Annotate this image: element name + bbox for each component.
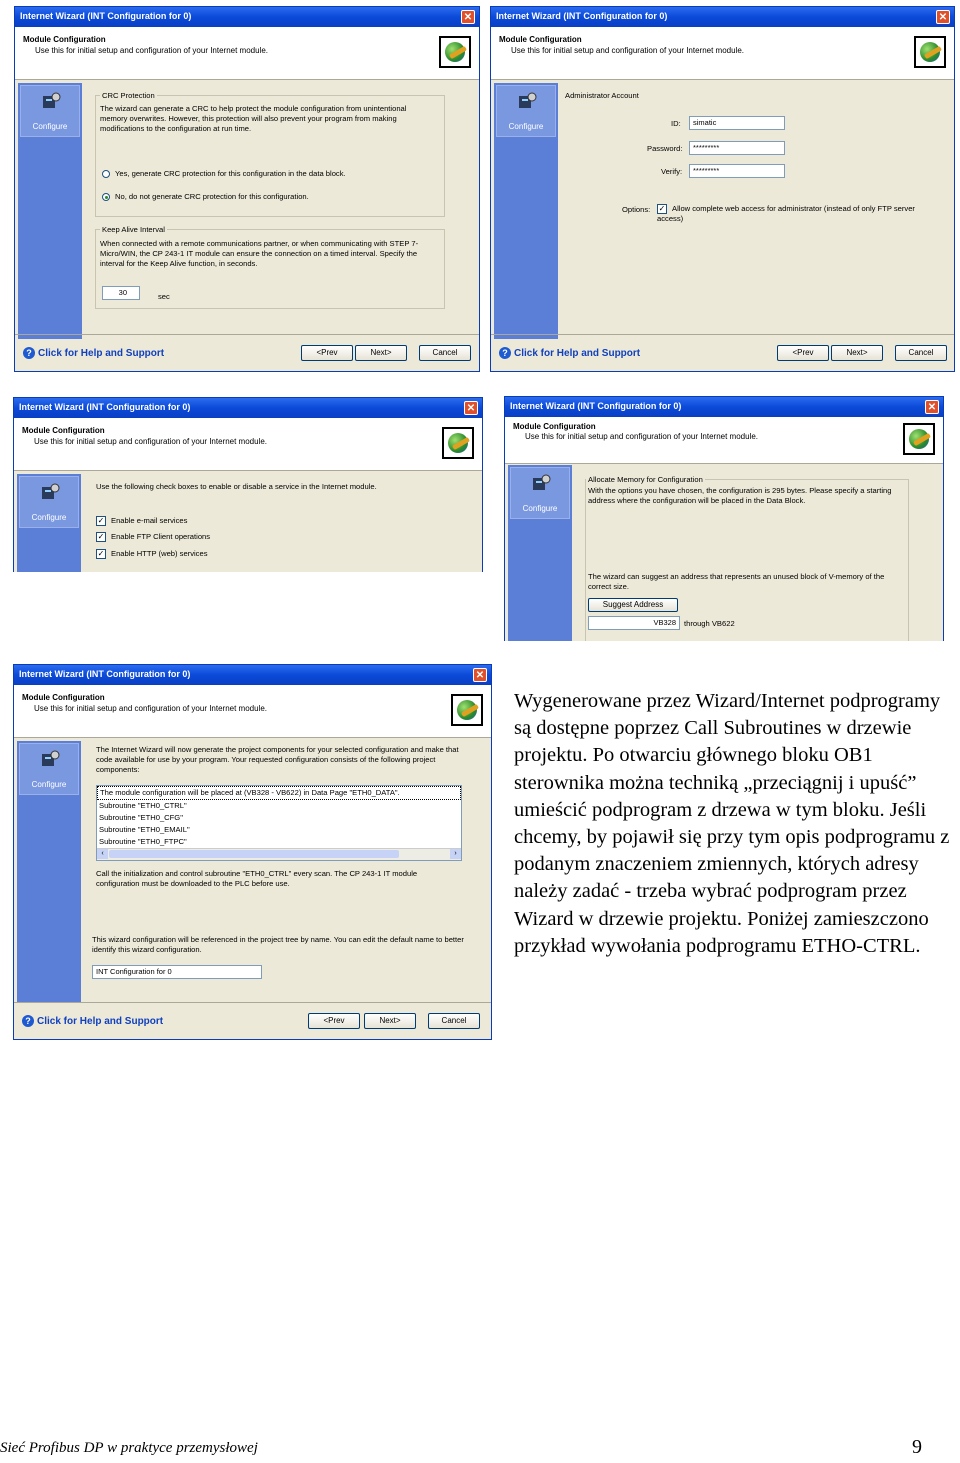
crc-group	[95, 91, 445, 217]
memory-group	[585, 475, 909, 641]
globe-logo-icon	[439, 36, 471, 68]
configure-label: Configure	[508, 122, 544, 131]
close-icon[interactable]: ✕	[936, 10, 950, 24]
help-icon: ?	[23, 347, 35, 359]
list-item[interactable]: Subroutine "ETH0_CFG"	[99, 813, 183, 822]
header-title: Module Configuration	[22, 693, 105, 702]
memory-group-title: Allocate Memory for Configuration	[588, 475, 703, 484]
body-paragraph: Wygenerowane przez Wizard/Internet podprogramy są dostępne poprzez Call Subroutines w drzewie projektu. Po otwarciu głównego bloku OB1 sterownika można techniką „przeciągnij i upuść” umieścić podprogram z drzewa w tym bloku. Jeśli chcemy, by pojawił się przy tym opis podprogramu z podanym znaczeniem zmiennych, których adresy należy zadać - trzeba wybrać podprogram przez Wizard w drzewie projektu. Poniżej zamieszczono przykład wywołania podprogramu ETHO-CTRL.	[514, 690, 950, 957]
start-address-input[interactable]: VB328	[588, 616, 680, 630]
password-label: Password:	[647, 144, 683, 153]
ftp-label: Enable FTP Client operations	[111, 532, 211, 541]
configure-icon	[40, 483, 60, 503]
id-input[interactable]: simatic	[689, 116, 785, 130]
summary-intro: The Internet Wizard will now generate the project components for your selected configuration and make that code available for use by your program. Your requested configuration consists of the following project components:	[96, 745, 459, 774]
prev-button[interactable]: <Prev	[301, 345, 353, 361]
sidebar	[508, 465, 572, 641]
keep-alive-description: When connected with a remote communications partner, or when communicating with STEP 7-Micro/WIN, the CP 243-1 IT module can ensure the connection on a timed interval. Specify the interval for the Keep Alive function, in seconds.	[100, 239, 419, 268]
radio-icon	[102, 170, 110, 178]
checkbox-checked-icon: ✓	[658, 204, 666, 213]
ftp-checkbox[interactable]	[96, 532, 210, 542]
scroll-right-icon[interactable]: ›	[450, 849, 461, 859]
help-link[interactable]	[22, 1015, 163, 1027]
configure-label: Configure	[31, 513, 67, 522]
wizard-header	[14, 685, 491, 738]
http-label: Enable HTTP (web) services	[111, 549, 208, 558]
scroll-left-icon[interactable]: ‹	[97, 849, 108, 859]
keep-alive-unit: sec	[158, 292, 170, 301]
keep-alive-value: 30	[118, 288, 127, 297]
crc-no-radio[interactable]	[102, 192, 309, 201]
configure-step	[496, 85, 556, 137]
suggest-description: The wizard can suggest an address that represents an unused block of V-memory of the correct size.	[588, 572, 885, 591]
globe-logo-icon	[451, 694, 483, 726]
header-subtitle: Use this for initial setup and configuration of your Internet module.	[525, 432, 759, 441]
suggest-address-button[interactable]: Suggest Address	[588, 598, 678, 612]
cancel-button[interactable]: Cancel	[419, 345, 471, 361]
summary-note: Call the initialization and control subroutine "ETH0_CTRL" every scan. The CP 243-1 IT module configuration must be downloaded to the PLC before use.	[96, 869, 418, 888]
close-icon[interactable]: ✕	[464, 401, 478, 415]
verify-label: Verify:	[661, 167, 683, 176]
header-title: Module Configuration	[22, 426, 105, 435]
close-icon[interactable]: ✕	[461, 10, 475, 24]
configure-step	[510, 467, 570, 519]
sidebar	[17, 474, 81, 572]
next-button[interactable]: Next>	[831, 345, 883, 361]
globe-logo-icon	[903, 423, 935, 455]
header-title: Module Configuration	[23, 35, 106, 44]
list-item[interactable]: The module configuration will be placed at (VB328 - VB622) in Data Page "ETH0_DATA".	[97, 786, 461, 800]
scroll-thumb[interactable]	[109, 850, 399, 858]
wizard-header	[491, 27, 954, 80]
wizard-dialog-crc	[14, 6, 480, 372]
header-subtitle: Use this for initial setup and configuration of your Internet module.	[34, 704, 268, 713]
help-link[interactable]	[23, 347, 164, 359]
checkbox-checked-icon: ✓	[97, 549, 105, 558]
window-title: Internet Wizard (INT Configuration for 0)	[19, 402, 191, 412]
page-number: 9	[912, 1436, 922, 1458]
title-bar	[14, 665, 491, 685]
bottom-bar	[14, 1002, 491, 1039]
bottom-bar	[491, 334, 954, 371]
configuration-name-input[interactable]: INT Configuration for 0	[92, 965, 262, 979]
next-button[interactable]: Next>	[355, 345, 407, 361]
next-button[interactable]: Next>	[364, 1013, 416, 1029]
sidebar	[494, 83, 558, 339]
close-icon[interactable]: ✕	[473, 668, 487, 682]
components-list[interactable]	[96, 785, 462, 861]
radio-selected-icon	[102, 193, 110, 201]
cancel-button[interactable]: Cancel	[895, 345, 947, 361]
list-item[interactable]: Subroutine "ETH0_EMAIL"	[99, 825, 190, 834]
configure-icon	[517, 92, 537, 112]
title-bar	[491, 7, 954, 27]
configure-label: Configure	[31, 780, 67, 789]
window-title: Internet Wizard (INT Configuration for 0)	[510, 401, 682, 411]
help-text: Click for Help and Support	[38, 348, 165, 359]
id-label: ID:	[671, 119, 681, 128]
full-web-access-checkbox[interactable]	[657, 204, 917, 224]
services-intro: Use the following check boxes to enable or disable a service in the Internet module.	[96, 482, 377, 491]
configure-step	[19, 476, 79, 528]
title-bar	[15, 7, 479, 27]
http-checkbox[interactable]	[96, 549, 208, 559]
title-bar	[505, 397, 943, 417]
wizard-dialog-admin	[490, 6, 955, 372]
window-title: Internet Wizard (INT Configuration for 0)	[19, 669, 191, 679]
horizontal-scrollbar[interactable]	[97, 848, 461, 860]
help-link[interactable]	[499, 347, 640, 359]
admin-account-label: Administrator Account	[565, 91, 639, 100]
crc-yes-label: Yes, generate CRC protection for this configuration in the data block.	[115, 169, 346, 178]
crc-group-title: CRC Protection	[102, 91, 155, 100]
sidebar	[17, 741, 81, 1003]
full-web-access-label: Allow complete web access for administrator (instead of only FTP server access)	[657, 204, 915, 223]
password-input[interactable]: *********	[689, 141, 785, 155]
list-item[interactable]: Subroutine "ETH0_FTPC"	[99, 837, 187, 846]
checkbox-checked-icon: ✓	[97, 516, 105, 525]
email-label: Enable e-mail services	[111, 516, 188, 525]
header-title: Module Configuration	[499, 35, 582, 44]
keep-alive-input[interactable]	[102, 286, 140, 300]
header-subtitle: Use this for initial setup and configuration of your Internet module.	[511, 46, 745, 55]
globe-logo-icon	[442, 427, 474, 459]
help-icon: ?	[22, 1015, 34, 1027]
window-title: Internet Wizard (INT Configuration for 0)	[496, 11, 668, 21]
configure-icon	[41, 92, 61, 112]
crc-no-label: No, do not generate CRC protection for this configuration.	[115, 192, 309, 201]
memory-description: With the options you have chosen, the configuration is 295 bytes. Please specify a starting address where the configuration will be placed in the Data Block.	[588, 486, 892, 505]
configure-label: Configure	[32, 122, 68, 131]
reference-text: This wizard configuration will be referenced in the project tree by name. You can edit the default name to better identify this wizard configuration.	[92, 935, 464, 954]
page-footer: Sieć Profibus DP w praktyce przemysłowej	[0, 1440, 258, 1456]
keep-alive-group	[95, 225, 445, 309]
wizard-dialog-summary	[13, 664, 492, 1040]
options-label: Options:	[622, 205, 651, 214]
keep-alive-title: Keep Alive Interval	[102, 225, 165, 234]
prev-button[interactable]: <Prev	[308, 1013, 360, 1029]
header-subtitle: Use this for initial setup and configuration of your Internet module.	[35, 46, 269, 55]
wizard-dialog-memory	[504, 396, 944, 641]
configure-icon	[531, 474, 551, 494]
window-title: Internet Wizard (INT Configuration for 0)	[20, 11, 192, 21]
help-text: Click for Help and Support	[37, 1016, 164, 1027]
configure-label: Configure	[522, 504, 558, 513]
wizard-header	[15, 27, 479, 80]
header-title: Module Configuration	[513, 422, 596, 431]
configure-step	[19, 743, 79, 795]
checkbox-checked-icon: ✓	[97, 532, 105, 541]
title-bar	[14, 398, 482, 418]
configure-step	[20, 85, 80, 137]
bottom-bar	[15, 334, 479, 371]
crc-description: The wizard can generate a CRC to help protect the module configuration from unintentional memory overwrites. However, this protection will also prevent your program from making modifications to the configuration at run time.	[100, 104, 407, 133]
sidebar	[18, 83, 82, 339]
through-address: through VB622	[684, 619, 735, 628]
header-subtitle: Use this for initial setup and configuration of your Internet module.	[34, 437, 268, 446]
email-checkbox[interactable]	[96, 516, 187, 526]
help-text: Click for Help and Support	[514, 348, 641, 359]
close-icon[interactable]: ✕	[925, 400, 939, 414]
cancel-button[interactable]: Cancel	[428, 1013, 480, 1029]
configure-icon	[40, 750, 60, 770]
wizard-header	[14, 418, 482, 471]
prev-button[interactable]: <Prev	[777, 345, 829, 361]
globe-logo-icon	[914, 36, 946, 68]
list-item[interactable]: Subroutine "ETH0_CTRL"	[99, 801, 187, 810]
crc-yes-radio[interactable]	[102, 169, 346, 178]
wizard-dialog-services	[13, 397, 483, 572]
help-icon: ?	[499, 347, 511, 359]
wizard-header	[505, 417, 943, 464]
verify-input[interactable]: *********	[689, 164, 785, 178]
